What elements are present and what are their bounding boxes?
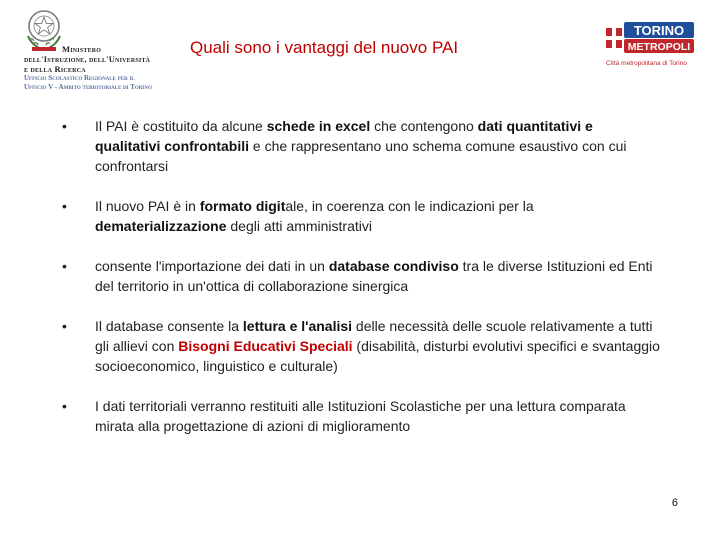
bullet-item [62, 256, 662, 296]
bullet-item [62, 396, 662, 436]
bullet-bold-text: formato digit [199, 198, 286, 214]
office-name-line: Ufficio Scolastico Regionale per il [24, 74, 135, 82]
bullet-text: ale, in coerenza con le indicazioni per la [285, 198, 534, 214]
bullet-bold-text: schede in excel [266, 118, 371, 134]
bullet-text: delle necessità delle scuole relativamente a tutti gli allievi con [95, 318, 653, 354]
bullet-item [62, 316, 662, 376]
ministry-header [24, 44, 184, 92]
office-name-line: Ufficio V - Ambito territoriale di Torino [24, 83, 152, 91]
slide-title: Quali sono i vantaggi del nuovo PAI [190, 38, 459, 57]
bullet-marker: • [62, 398, 67, 414]
bullet-bold-text: dati quantitativi e qualitativi confrontabili [95, 118, 593, 154]
torino-metropoli-mark [604, 20, 696, 60]
torino-word: TORINO [633, 23, 685, 38]
bullet-marker: • [62, 318, 67, 334]
bullet-text: Il PAI è costituito da alcune [95, 118, 267, 134]
torino-tagline: Città metropolitana di Torino [606, 60, 687, 67]
metropoli-word: METROPOLI [627, 41, 691, 53]
bullet-text: (disabilità, disturbi evolutivi specifici e svantaggio socioeconomico, linguistico e culturale) [95, 338, 660, 374]
bullet-text: e che rappresentano uno schema comune esaustivo con cui confrontarsi [95, 138, 627, 174]
bullet-list [62, 116, 662, 456]
bullet-text: tra le diverse Istituzioni ed Enti del territorio in un'ottica di collaborazione sinergica [95, 258, 653, 294]
bullet-text: degli atti amministrativi [226, 218, 372, 234]
bullet-highlight-text: Bisogni Educativi Speciali [178, 338, 353, 354]
bullet-item [62, 196, 662, 236]
bullet-text: I dati territoriali verranno restituiti alle Istituzioni Scolastiche per una lettura comparata mirata alla progettazione di azioni di miglioramento [95, 398, 626, 434]
torino-metropoli-logo [604, 20, 696, 72]
ministry-name-line: e della Ricerca [24, 64, 86, 74]
ministry-name-line: dell'Istruzione, dell'Università [24, 54, 151, 64]
bullet-bold-text: database condiviso [328, 258, 459, 274]
bullet-marker: • [62, 198, 67, 214]
bullet-item [62, 116, 662, 176]
bullet-text: consente l'importazione dei dati in un [95, 258, 329, 274]
bullet-bold-text: dematerializzazione [95, 218, 227, 234]
bullet-marker: • [62, 258, 67, 274]
page-number: 6 [671, 497, 678, 509]
bullet-text: Il nuovo PAI è in [95, 198, 200, 214]
bullet-marker: • [62, 118, 67, 134]
bullet-text: che contengono [370, 118, 478, 134]
bullet-text: Il database consente la [95, 318, 243, 334]
ministry-name-line: Ministero [62, 44, 102, 54]
bullet-bold-text: lettura e l'analisi [242, 318, 353, 334]
